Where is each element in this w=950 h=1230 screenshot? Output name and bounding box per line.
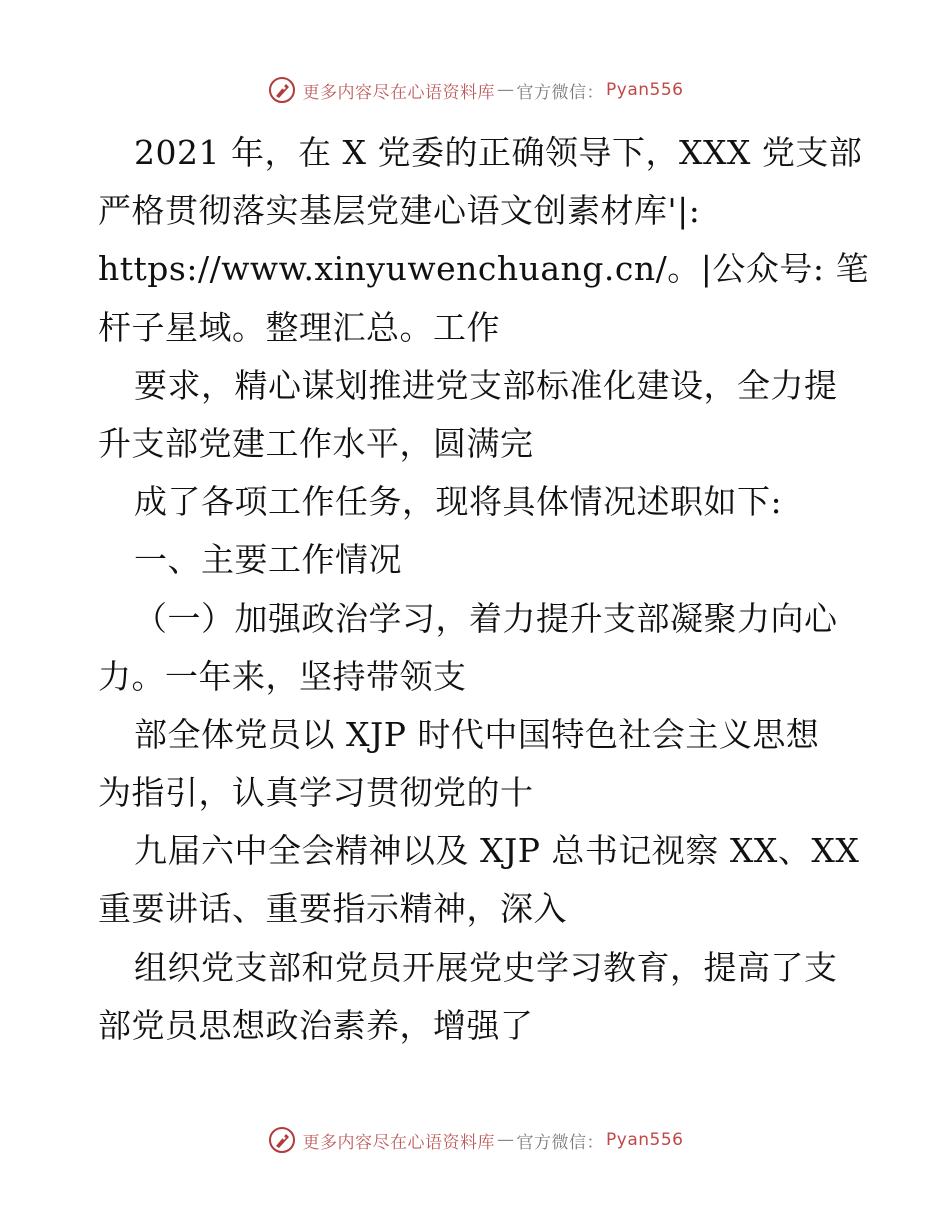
text-line: 升支部党建工作水平，圆满完 [98,423,534,463]
document-body [98,124,869,1055]
text-line: https://www.xinyuwenchuang.cn/。|公众号: 笔 [98,249,869,289]
text-line: 要求，精心谋划推进党支部标准化建设，全力提 [134,365,838,405]
subsection-heading: （一）加强政治学习，着力提升支部凝聚力向心 [134,598,838,638]
section-heading: 一、主要工作情况 [134,540,402,580]
watermark-dash: — [497,80,515,100]
pen-nib-logo-icon [267,1125,297,1155]
text-line: 为指引，认真学习贯彻党的十 [98,773,534,813]
watermark-wechat-id: Pyan556 [606,1130,684,1150]
pen-nib-logo-icon [267,75,297,105]
text-line: 2021 年，在 X 党委的正确领导下，XXX 党支部 [134,133,863,172]
text-line: 成了各项工作任务，现将具体情况述职如下: [134,482,783,522]
watermark-official-label: 官方微信： [516,1132,605,1153]
text-line: 部党员思想政治素养，增强了 [98,1005,534,1045]
watermark-official-label: 官方微信： [516,82,605,103]
watermark-text: 更多内容尽在心语资料库 [302,82,496,103]
text-line: 重要讲话、重要指示精神，深入 [98,889,567,929]
text-line: 组织党支部和党员开展党史学习教育，提高了支 [134,947,838,987]
text-line: 严格贯彻落实基层党建心语文创素材库'|: [98,191,701,231]
footer-watermark [0,1122,950,1158]
watermark-text: 更多内容尽在心语资料库 [302,1132,496,1153]
text-line: 杆子星域。整理汇总。工作 [98,307,500,347]
text-line: 力。一年来，坚持带领支 [98,656,467,696]
watermark-dash: — [497,1130,515,1150]
text-line: 部全体党员以 XJP 时代中国特色社会主义思想 [134,714,820,754]
watermark-wechat-id: Pyan556 [606,80,684,100]
text-line: 九届六中全会精神以及 XJP 总书记视察 XX、XX [134,831,860,871]
header-watermark [0,72,950,108]
